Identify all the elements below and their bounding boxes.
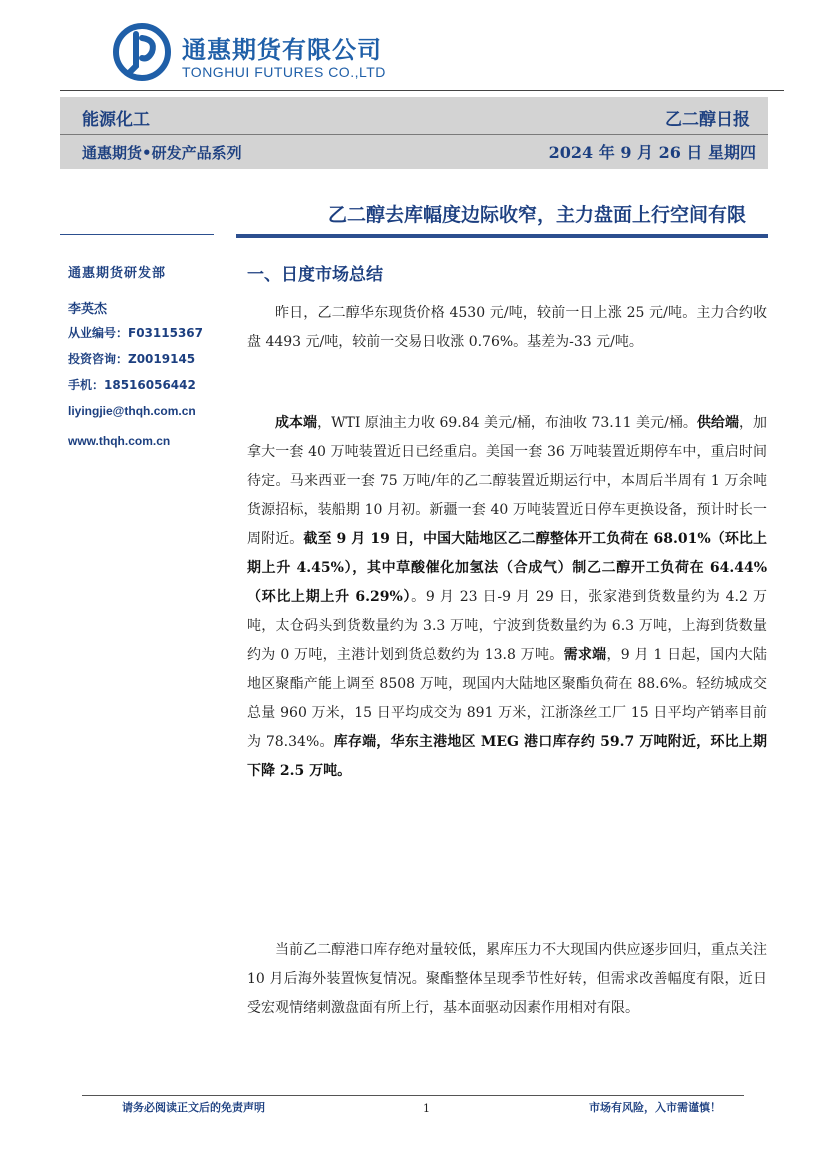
supply-load-text: 截至 9 月 19 日，中国大陆地区乙二醇整体开工负荷在 68.01%（环比上期上升 4.45%），其中草酸催化加氢法（合成气）制乙二醇开工负荷在 64.44%（环比上期上升 6.29%） — [247, 531, 768, 605]
banner-divider — [60, 134, 768, 135]
report-date: 2024 年 9 月 26 日 星期四 — [548, 143, 756, 162]
email-link[interactable]: liyingjie@thqh.com.cn — [68, 404, 196, 418]
section-title: 一、日度市场总结 — [247, 265, 383, 285]
report-headline: 乙二醇去库幅度边际收窄，主力盘面上行空间有限 — [327, 204, 746, 226]
sidebar-divider — [60, 234, 214, 235]
cost-label: 成本端 — [275, 415, 318, 431]
fundamentals-paragraph — [247, 409, 767, 786]
risk-note: 市场有风险，入市需谨慎！ — [589, 1101, 721, 1114]
website-link[interactable]: www.thqh.com.cn — [68, 434, 171, 448]
supply-label: 供给端 — [696, 415, 739, 431]
company-logo — [112, 22, 412, 86]
report-category: 能源化工 — [82, 110, 150, 130]
header-divider — [60, 90, 784, 91]
demand-text: ，9 月 1 日起，国内大陆地区聚酯产能上调至 8508 万吨，现国内大陆地区聚酯负荷在 88.6%。轻纺城成交总量 960 万米，15 日平均成交为 891 万米，江浙涤丝工厂 15 日平均产销率目前为 78.34%。 — [247, 647, 768, 750]
page-number: 1 — [423, 1102, 430, 1115]
outlook-paragraph: 当前乙二醇港口库存绝对量较低，累库压力不大现国内供应逐步回归，重点关注 10 月后海外装置恢复情况。聚酯整体呈现季节性好转，但需求改善幅度有限，近日受宏观情绪刺激盘面有所上行，基本面驱动因素作用相对有限。 — [247, 942, 767, 1016]
analyst-sidebar — [68, 262, 228, 450]
department-name: 通惠期货研发部 — [68, 266, 167, 281]
report-banner — [60, 97, 768, 169]
port-arrival-text: 。9 月 23 日-9 月 29 日，张家港到货数量约为 4.2 万吨，太仓码头到货数量约为 3.3 万吨，宁波到货数量约为 6.3 万吨，上海到货数量约为 0 万吨，主港计划到货总数约为 13.8 万吨。 — [247, 589, 767, 663]
report-series: 通惠期货•研发产品系列 — [82, 144, 242, 162]
summary-paragraph: 昨日，乙二醇华东现货价格 4530 元/吨，较前一日上涨 25 元/吨。主力合约收盘 4493 元/吨，较前一交易日收涨 0.76%。基差为-33 元/吨。 — [247, 305, 767, 350]
inventory-text: 库存端，华东主港地区 MEG 港口库存约 59.7 万吨附近，环比上期下降 2.5 万吨。 — [247, 734, 767, 779]
footer-divider — [82, 1095, 744, 1096]
consult-number: 投资咨询：Z0019145 — [68, 352, 196, 366]
analyst-name: 李英杰 — [68, 302, 108, 317]
disclaimer-link[interactable]: 请务必阅读正文后的免责声明 — [122, 1101, 265, 1114]
license-number: 从业编号：F03115367 — [68, 326, 203, 340]
headline-underline — [236, 234, 768, 238]
company-name-cn: 通惠期货有限公司 — [182, 36, 382, 64]
phone-number: 手机：18516056442 — [68, 378, 196, 392]
cost-text: ，WTI 原油主力收 69.84 美元/桶，布油收 73.11 美元/桶。 — [317, 415, 697, 431]
tonghui-logo-icon — [112, 22, 172, 82]
supply-text: ，加拿大一套 40 万吨装置近日已经重启。美国一套 36 万吨装置近期停车中，重启时间待定。马来西亚一套 75 万吨/年的乙二醇装置近期运行中，本周后半周有 1 万余吨货源招标，装船期 10 月初。新疆一套 40 万吨装置近日停车更换设备，预计时长一周附近。 — [247, 415, 768, 547]
demand-label: 需求端 — [563, 647, 607, 663]
company-name-en: TONGHUI FUTURES CO.,LTD — [182, 64, 386, 80]
report-name: 乙二醇日报 — [665, 110, 750, 130]
